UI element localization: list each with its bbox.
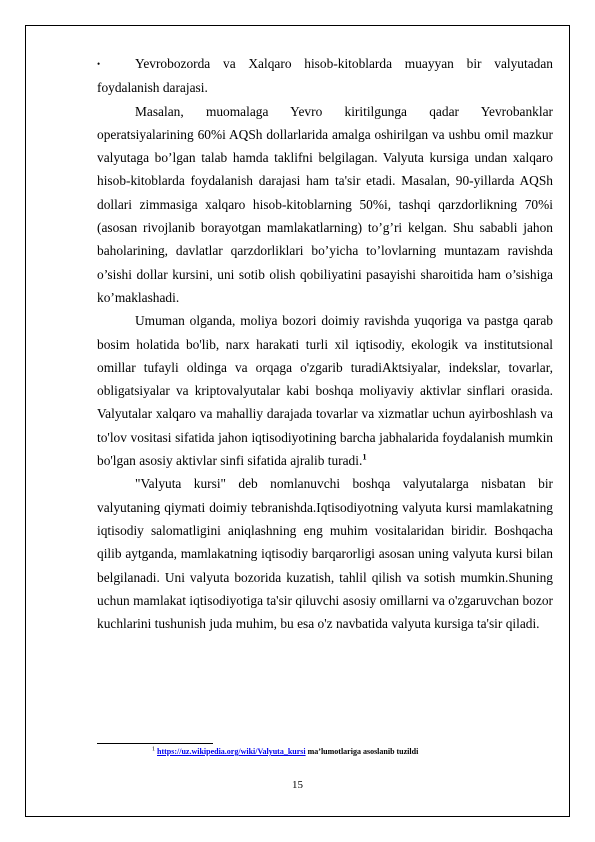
footnote-link[interactable]: https://uz.wikipedia.org/wiki/Valyuta_kursi	[157, 747, 306, 756]
footnote-number: 1	[152, 746, 155, 753]
footnote-text: ma’lumotlariga asoslanib tuzildi	[305, 747, 419, 756]
bullet-icon: •	[97, 59, 101, 69]
footnote	[152, 747, 418, 757]
bullet-text: Yevrobozorda va Xalqaro hisob-kitoblarda muayyan bir valyutadan foydalanish darajasi.	[97, 56, 553, 96]
bullet-paragraph	[97, 52, 553, 100]
document-body	[97, 52, 553, 635]
paragraph-3: "Valyuta kursi" deb nomlanuvchi boshqa valyutalarga nisbatan bir valyutaning qiymati doimiy tebranishda.Iqtisodiyotning valyuta kursi mamlakatning iqtisodiy salomatligini aniqlashning eng muhim vositalaridan biridir. Boshqacha qilib aytganda, mamlakatning iqtisodiy barqarorligi asosan uning valyuta kursi bilan belgilanadi. Uni valyuta bozorida kuzatish, tahlil qilish va sotish mumkin.Shuning uchun mamlakat iqtisodiyotiga ta'sir qiluvchi asosiy omillarni va o'zgaruvchan bozor kuchlarini tushunish juda muhim, bu esa o'z navbatida valyuta kursiga ta'sir qiladi.	[97, 476, 553, 632]
page-number: 15	[292, 779, 303, 791]
footnote-separator	[97, 743, 213, 744]
footnote-reference[interactable]: 1	[362, 451, 367, 462]
paragraph-2	[97, 309, 553, 472]
paragraph-2-text: Umuman olganda, moliya bozori doimiy ravishda yuqoriga va pastga qarab bosim holatida bo'lib, narx harakati turli xil iqtisodiy, ekologik va institutsional omillar tufayli oldinga va orqaga o'zgarib turadiAktsiyalar, indekslar, tovarlar, obligatsiyalar va kriptovalyutalar kabi boshqa moliyaviy aktivlar sinflari orasida. Valyutalar xalqaro va mahalliy darajada tovarlar va xizmatlar uchun ayirboshlash va to'lov vositasi sifatida jahon iqtisodiyotining barcha jabhalarida foydalanish mumkin bo'lgan asosiy aktivlar sinfi sifatida ajralib turadi.	[97, 313, 553, 469]
paragraph-1: Masalan, muomalaga Yevro kiritilgunga qadar Yevrobanklar operatsiyalarining 60%i AQSh dollarlarida amalga oshirilgan va ushbu omil mazkur valyutaga bo’lgan talab hamda taklifni belgilagan. Valyuta kursiga undan xalqaro hisob-kitoblarda foydalanish darajasi ham ta'sir etadi. Masalan, 90-yillarda AQSh dollari zimmasiga xalqaro hisob-kitoblarning 50%i, tashqi qarzdorlikning 70%i (asosan rivojlanib borayotgan mamlakatlarning) to’g’ri kelgan. Shu sababli jahon baholarining, davlatlar qarzdorliklari bo’yicha to’lovlarning muntazam ravishda o’sishi dollar kursini, uni sotib olish qobiliyatini pasayishi sharoitida ham o’sishiga ko’maklashadi.	[97, 103, 553, 305]
